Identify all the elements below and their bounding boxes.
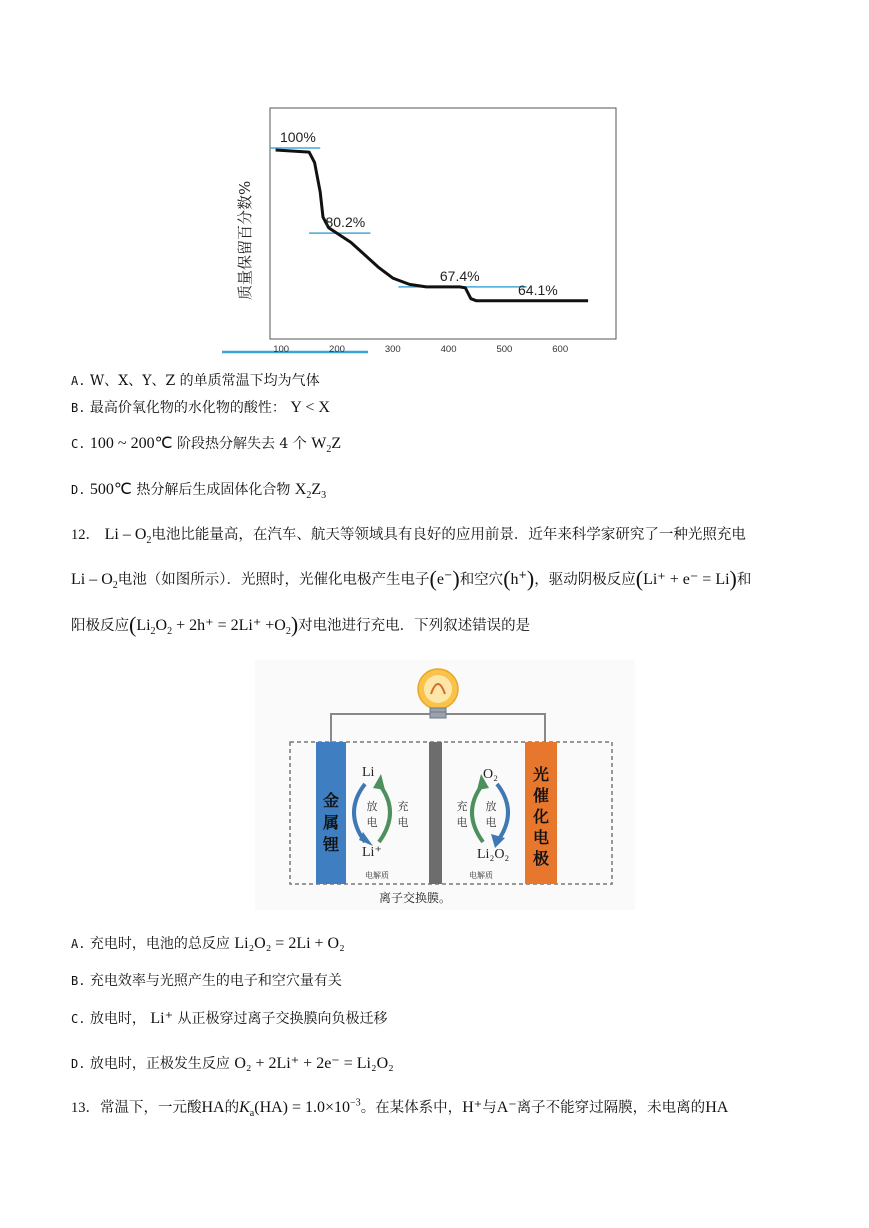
stem-text: 阳极反应 bbox=[71, 618, 129, 634]
anode-reaction: $Li_2O_2 + 2h^+ = 2Li^+ +O_2$ bbox=[136, 617, 291, 638]
q12-option-c bbox=[71, 1009, 387, 1029]
q12-stem-line-3: 阳极反应$(Li_2O_2 + 2h^+ = 2Li^+ +O_2)$对电池进行充电．下列叙述错误的是 bbox=[71, 612, 531, 638]
option-label: B. bbox=[71, 974, 86, 988]
q12-option-d bbox=[71, 1054, 394, 1074]
x-tick-label: 100 bbox=[273, 344, 290, 355]
stem-text: 离子不能穿过隔膜，未电离的 bbox=[516, 1100, 706, 1116]
q12-stem-line-2: Li – $O_2$电池（如图所示）．光照时，光催化电极产生电子(e−)和空穴(h+)，驱动阴极反应(Li⁺ + e⁻ = Li)和 bbox=[71, 566, 752, 592]
x-tick-label: 500 bbox=[496, 344, 513, 355]
stem-text: 与 bbox=[482, 1100, 497, 1116]
tga-chart bbox=[222, 100, 652, 360]
level-annotation: 67.4% bbox=[439, 267, 480, 284]
chart-frame bbox=[270, 108, 616, 339]
electrode-char: 属 bbox=[322, 813, 340, 832]
discharge-label-char: 电 bbox=[366, 816, 378, 829]
question-number: 13． bbox=[71, 1100, 100, 1116]
option-label: D. bbox=[71, 483, 86, 497]
option-text: 充电效率与光照产生的电子和空穴量有关 bbox=[89, 973, 342, 989]
q13-stem-line-1 bbox=[71, 1097, 728, 1119]
question-number: 12． bbox=[71, 527, 100, 543]
q11-option-b bbox=[71, 398, 330, 418]
chart-y-label: 质量保留百分数% bbox=[236, 180, 254, 300]
option-formula: Y < X bbox=[290, 399, 330, 416]
charge-label-char: 充 bbox=[397, 800, 409, 813]
option-formula: Li₂O₂ = 2Li + O₂ bbox=[234, 935, 345, 952]
photocatalytic-electrode-label bbox=[532, 765, 549, 868]
right-bottom-species: Li₂O₂ bbox=[477, 847, 510, 862]
electron-symbol: e bbox=[436, 571, 444, 588]
option-text: 热分解后生成固体化合物 bbox=[136, 482, 291, 498]
charge-label-char: 电 bbox=[397, 816, 409, 829]
option-label: A. bbox=[71, 937, 86, 951]
option-label: C. bbox=[71, 1012, 86, 1026]
electrode-char: 锂 bbox=[322, 835, 340, 854]
stem-text: 常温下，一元酸 bbox=[100, 1100, 202, 1116]
option-label: D. bbox=[71, 1057, 86, 1071]
electrode-char: 金 bbox=[322, 791, 340, 810]
hole-symbol: h bbox=[510, 571, 519, 588]
electrode-char: 极 bbox=[532, 849, 550, 868]
stem-text: 对电池进行充电．下列叙述错误的是 bbox=[298, 618, 531, 634]
right-top-species: O₂ bbox=[483, 767, 498, 782]
x-tick-label: 300 bbox=[384, 344, 401, 355]
membrane-caption: 离子交换膜。 bbox=[379, 891, 452, 905]
option-text: W、X、Y、Z 的单质常温下均为气体 bbox=[89, 373, 320, 389]
level-annotation: 80.2% bbox=[325, 214, 366, 231]
option-formula: 500℃ bbox=[89, 481, 132, 498]
inline-formula: HA bbox=[705, 1099, 729, 1116]
stem-text: 的 bbox=[224, 1100, 240, 1116]
q12-stem-line-1 bbox=[71, 524, 746, 546]
electrode-char: 电 bbox=[532, 828, 550, 847]
option-text: 从正极穿过离子交换膜向负极迁移 bbox=[177, 1011, 388, 1027]
option-text: 最高价氧化物的水化物的酸性： bbox=[89, 400, 286, 416]
electrode-char: 催 bbox=[532, 786, 550, 805]
li-o2-cell-diagram bbox=[255, 660, 635, 910]
inline-formula: H⁺ bbox=[462, 1099, 483, 1116]
discharge-label-char: 电 bbox=[485, 816, 497, 829]
tga-curve bbox=[276, 150, 588, 301]
left-top-species: Li bbox=[362, 765, 375, 780]
inline-formula: A⁻ bbox=[496, 1099, 517, 1116]
stem-text: 电池比能量高，在汽车、航天等领域具有良好的应用前景．近年来科学家研究了一种光照充电 bbox=[151, 527, 746, 543]
option-label: A. bbox=[71, 374, 86, 388]
option-formula: Li⁺ bbox=[150, 1010, 174, 1027]
level-annotation: 100% bbox=[279, 129, 316, 145]
option-text: 放电时， bbox=[89, 1011, 146, 1027]
q11-option-a bbox=[71, 371, 320, 391]
inline-formula: HA bbox=[201, 1099, 225, 1116]
q12-option-a bbox=[71, 934, 345, 954]
option-formula: $X_2Z_3$ bbox=[294, 481, 327, 502]
q11-option-d bbox=[71, 480, 326, 500]
ion-exchange-membrane bbox=[429, 742, 442, 884]
stem-text: 和空穴 bbox=[459, 572, 504, 588]
cathode-reaction: Li⁺ + e⁻ = Li bbox=[643, 571, 730, 588]
electrolyte-right-label: 电解质 bbox=[469, 871, 493, 880]
lithium-electrode-label bbox=[322, 791, 339, 854]
left-bottom-species: Li⁺ bbox=[362, 845, 382, 860]
inline-formula: Li – $O_2$ bbox=[104, 526, 152, 547]
q12-option-b bbox=[71, 971, 342, 991]
option-formula: 100 ~ 200℃ bbox=[89, 435, 173, 452]
electrode-char: 化 bbox=[532, 807, 550, 826]
stem-text: 。在某体系中， bbox=[360, 1100, 463, 1116]
stem-text: ，驱动阴极反应 bbox=[534, 572, 636, 588]
discharge-label-char: 放 bbox=[366, 800, 378, 813]
stem-text: 电池（如图所示）．光照时，光催化电极产生电子 bbox=[117, 572, 430, 588]
x-tick-label: 400 bbox=[440, 344, 457, 355]
discharge-label-char: 放 bbox=[485, 800, 497, 813]
electrode-char: 光 bbox=[532, 765, 550, 784]
electrolyte-left-label: 电解质 bbox=[365, 871, 389, 880]
option-text: 阶段热分解失去 4 个 bbox=[176, 436, 307, 452]
level-annotation: 64.1% bbox=[518, 281, 558, 298]
ka-expression: $K_a(HA) = 1.0\times 10^{-3}$ bbox=[239, 1097, 361, 1120]
option-formula: $W_2Z$ bbox=[311, 435, 342, 456]
inline-formula: Li – $O_2$ bbox=[71, 571, 118, 592]
stem-text: 和 bbox=[736, 572, 752, 588]
charge-label-char: 电 bbox=[456, 816, 468, 829]
option-label: B. bbox=[71, 401, 86, 415]
charge-label-char: 充 bbox=[456, 800, 468, 813]
option-formula: O₂ + 2Li⁺ + 2e⁻ = Li₂O₂ bbox=[234, 1055, 394, 1072]
x-tick-label: 600 bbox=[552, 344, 569, 355]
option-text: 充电时，电池的总反应 bbox=[89, 936, 230, 952]
option-text: 放电时，正极发生反应 bbox=[89, 1056, 230, 1072]
x-tick-label: 200 bbox=[329, 344, 345, 355]
option-label: C. bbox=[71, 437, 86, 451]
q11-option-c bbox=[71, 434, 341, 454]
